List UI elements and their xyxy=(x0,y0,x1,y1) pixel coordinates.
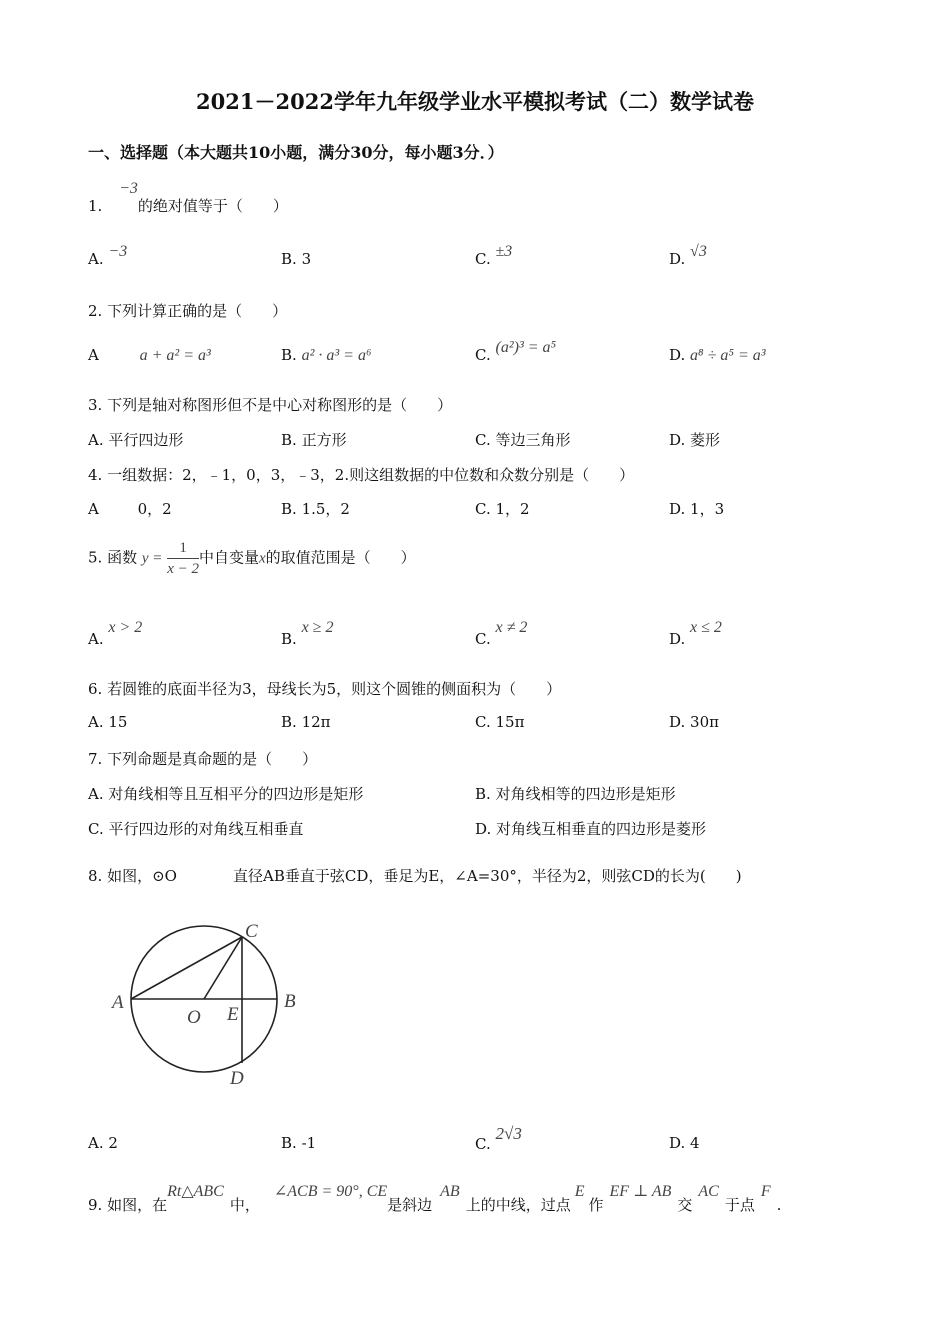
option-value: 12π xyxy=(301,713,331,731)
option-c[interactable] xyxy=(475,619,528,649)
option-label: B. xyxy=(475,785,491,803)
option-label: B. xyxy=(281,713,297,731)
option-c[interactable] xyxy=(475,243,513,269)
option-label: C. xyxy=(475,630,491,648)
option-value: x > 2 xyxy=(108,619,143,636)
option-value: 对角线互相垂直的四边形是菱形 xyxy=(496,820,707,838)
math-expression: AC xyxy=(698,1183,719,1200)
option-value: 对角线相等且互相平分的四边形是矩形 xyxy=(108,785,364,803)
option-value: x ≠ 2 xyxy=(495,619,528,636)
option-value: 等边三角形 xyxy=(495,431,571,449)
question-8 xyxy=(88,865,177,886)
radius-oc xyxy=(204,937,242,999)
option-b[interactable] xyxy=(281,346,372,365)
option-a[interactable] xyxy=(88,498,172,519)
option-label: D. xyxy=(669,431,686,449)
option-label: D. xyxy=(669,1134,686,1152)
question-5 xyxy=(88,538,416,579)
option-value: 15π xyxy=(495,713,525,731)
function-fraction xyxy=(167,538,199,579)
option-value: 1，3 xyxy=(690,500,725,518)
option-b[interactable] xyxy=(281,498,350,519)
question-text: 函数 xyxy=(107,548,138,567)
option-d[interactable] xyxy=(669,713,719,731)
question-text: 中， xyxy=(229,1196,260,1214)
option-label: D. xyxy=(669,630,686,648)
question-2 xyxy=(88,300,287,321)
option-c[interactable] xyxy=(475,498,530,519)
option-value: a⁸ ÷ a⁵ = a³ xyxy=(690,347,766,364)
math-expression: ∠ACB = 90°, CE xyxy=(273,1183,388,1200)
option-b[interactable] xyxy=(475,783,676,804)
option-d[interactable] xyxy=(475,818,706,839)
option-label: A. xyxy=(88,785,104,803)
question-number: 7. xyxy=(88,750,103,768)
option-label: A. xyxy=(88,431,104,449)
label-o: O xyxy=(187,1007,201,1028)
label-b: B xyxy=(284,991,296,1012)
segment-ac xyxy=(131,937,242,999)
option-value: x ≥ 2 xyxy=(301,619,334,636)
option-d[interactable] xyxy=(669,1134,700,1152)
option-label: B. xyxy=(281,500,297,518)
option-d[interactable] xyxy=(669,243,707,269)
option-a[interactable] xyxy=(88,243,128,269)
option-value: √3 xyxy=(690,243,707,260)
math-expression: Rt△ABC xyxy=(167,1183,224,1200)
option-c[interactable] xyxy=(475,713,524,731)
variable: x xyxy=(259,550,266,567)
option-a[interactable] xyxy=(88,713,127,731)
question-6 xyxy=(88,678,561,699)
question-4 xyxy=(88,464,634,485)
option-c[interactable] xyxy=(475,429,571,450)
option-value: a + a² = a³ xyxy=(139,347,211,364)
question-text: 作 xyxy=(588,1196,604,1214)
question-1 xyxy=(88,180,288,216)
question-text: 于点 xyxy=(724,1196,755,1214)
option-value: −3 xyxy=(108,243,128,260)
option-label: A xyxy=(88,500,99,518)
option-value: 3 xyxy=(301,250,312,268)
label-a: A xyxy=(112,992,124,1013)
option-value: (a²)³ = a⁵ xyxy=(495,339,557,356)
math-expression: F xyxy=(760,1183,771,1200)
option-label: D. xyxy=(669,500,686,518)
option-label: A. xyxy=(88,1134,104,1152)
section-heading-choice: 一、选择题（本大题共10小题，满分30分，每小题3分．） xyxy=(88,143,504,162)
option-b[interactable] xyxy=(281,713,331,731)
option-label: B. xyxy=(281,630,297,648)
option-label: B. xyxy=(281,1134,297,1152)
question-text: 如图，在 xyxy=(107,1196,168,1214)
option-a[interactable] xyxy=(88,429,183,450)
question-number: 9. xyxy=(88,1196,103,1214)
question-text: 交 xyxy=(677,1196,693,1214)
option-value: ±3 xyxy=(495,243,513,260)
option-value: 4 xyxy=(690,1134,700,1152)
question-text: 若圆锥的底面半径为3，母线长为5，则这个圆锥的侧面积为（ ） xyxy=(107,680,562,698)
option-value: 2 xyxy=(108,1134,118,1152)
question-3 xyxy=(88,394,452,415)
option-c[interactable] xyxy=(475,1124,522,1154)
question-number: 6. xyxy=(88,680,103,698)
option-b[interactable] xyxy=(281,429,347,450)
option-value: 1.5，2 xyxy=(301,500,350,518)
option-label: D. xyxy=(669,250,686,268)
label-d: D xyxy=(230,1068,244,1089)
question-text: 是斜边 xyxy=(387,1196,433,1214)
question-number: 1. xyxy=(88,197,103,215)
option-value: -1 xyxy=(301,1134,317,1152)
question-text: 的取值范围是（ ） xyxy=(265,548,416,567)
option-value: 0，2 xyxy=(137,500,172,518)
option-label: D. xyxy=(669,346,686,364)
option-d[interactable] xyxy=(669,619,722,649)
option-label: C. xyxy=(475,500,491,518)
option-a[interactable] xyxy=(88,1134,118,1152)
option-label: C. xyxy=(475,250,491,268)
question-text: 的绝对值等于（ ） xyxy=(137,197,288,215)
option-label: A. xyxy=(88,713,104,731)
page-title: 2021－2022学年九年级学业水平模拟考试（二）数学试卷 xyxy=(196,89,754,114)
option-label: B. xyxy=(281,250,297,268)
option-c[interactable] xyxy=(88,818,304,839)
option-a[interactable] xyxy=(88,783,363,804)
question-7 xyxy=(88,748,317,769)
option-label: C. xyxy=(475,1135,491,1153)
fraction-denominator: x − 2 xyxy=(167,561,199,577)
option-label: C. xyxy=(88,820,104,838)
question-number: 3. xyxy=(88,396,103,414)
question-number: 8. xyxy=(88,867,103,885)
option-label: C. xyxy=(475,713,491,731)
fraction-numerator: 1 xyxy=(167,538,199,559)
question-expression: −3 xyxy=(119,180,138,197)
option-value: 正方形 xyxy=(301,431,347,449)
question-text: 中自变量 xyxy=(198,548,259,567)
math-expression: E xyxy=(574,1183,585,1200)
question-9 xyxy=(88,1183,782,1215)
option-value: 对角线相等的四边形是矩形 xyxy=(495,785,676,803)
question-number: 4. xyxy=(88,466,103,484)
question-text: 下列命题是真命题的是（ ） xyxy=(107,750,318,768)
option-label: C. xyxy=(475,431,491,449)
option-d[interactable] xyxy=(669,498,724,519)
question-text: 一组数据：2，﹣1，0，3，﹣3，2.则这组数据的中位数和众数分别是（ ） xyxy=(107,466,635,484)
option-c[interactable] xyxy=(475,339,557,365)
question-text: . xyxy=(776,1196,782,1214)
option-value: 平行四边形的对角线互相垂直 xyxy=(108,820,304,838)
option-value: 平行四边形 xyxy=(108,431,184,449)
label-c: C xyxy=(245,921,258,942)
question-number: 5. xyxy=(88,548,103,567)
question-text: 上的中线，过点 xyxy=(465,1196,571,1214)
option-label: A xyxy=(88,346,99,364)
option-value: 15 xyxy=(108,713,128,731)
option-d[interactable] xyxy=(669,346,766,365)
math-expression: AB xyxy=(440,1183,460,1200)
circle-figure xyxy=(100,915,320,1095)
question-number: 2. xyxy=(88,302,103,320)
option-value: a² · a³ = a⁶ xyxy=(301,347,372,364)
option-label: B. xyxy=(281,431,297,449)
function-lhs: y = xyxy=(141,550,163,567)
option-a[interactable] xyxy=(88,619,143,649)
option-b[interactable] xyxy=(281,619,334,649)
option-b[interactable] xyxy=(281,250,311,268)
option-value: 30π xyxy=(690,713,719,731)
math-expression: EF ⊥ AB xyxy=(609,1183,672,1200)
option-value: 菱形 xyxy=(690,431,721,449)
question-8-text: 直径AB垂直于弦CD，垂足为E，∠A=30°，半径为2，则弦CD的长为( ) xyxy=(233,867,742,885)
option-d[interactable] xyxy=(669,429,720,450)
option-value: x ≤ 2 xyxy=(690,619,722,636)
option-label: D. xyxy=(475,820,492,838)
option-a[interactable] xyxy=(88,346,211,365)
question-text: 下列是轴对称图形但不是中心对称图形的是（ ） xyxy=(107,396,453,414)
option-value: 2√3 xyxy=(495,1124,522,1143)
option-label: D. xyxy=(669,713,686,731)
option-label: C. xyxy=(475,346,491,364)
option-label: B. xyxy=(281,346,297,364)
option-b[interactable] xyxy=(281,1134,316,1152)
question-text: 下列计算正确的是（ ） xyxy=(107,302,288,320)
label-e: E xyxy=(227,1004,239,1025)
option-label: A. xyxy=(88,250,104,268)
question-text: 如图，⊙O xyxy=(107,867,177,885)
option-value: 1，2 xyxy=(495,500,530,518)
option-label: A. xyxy=(88,630,104,648)
